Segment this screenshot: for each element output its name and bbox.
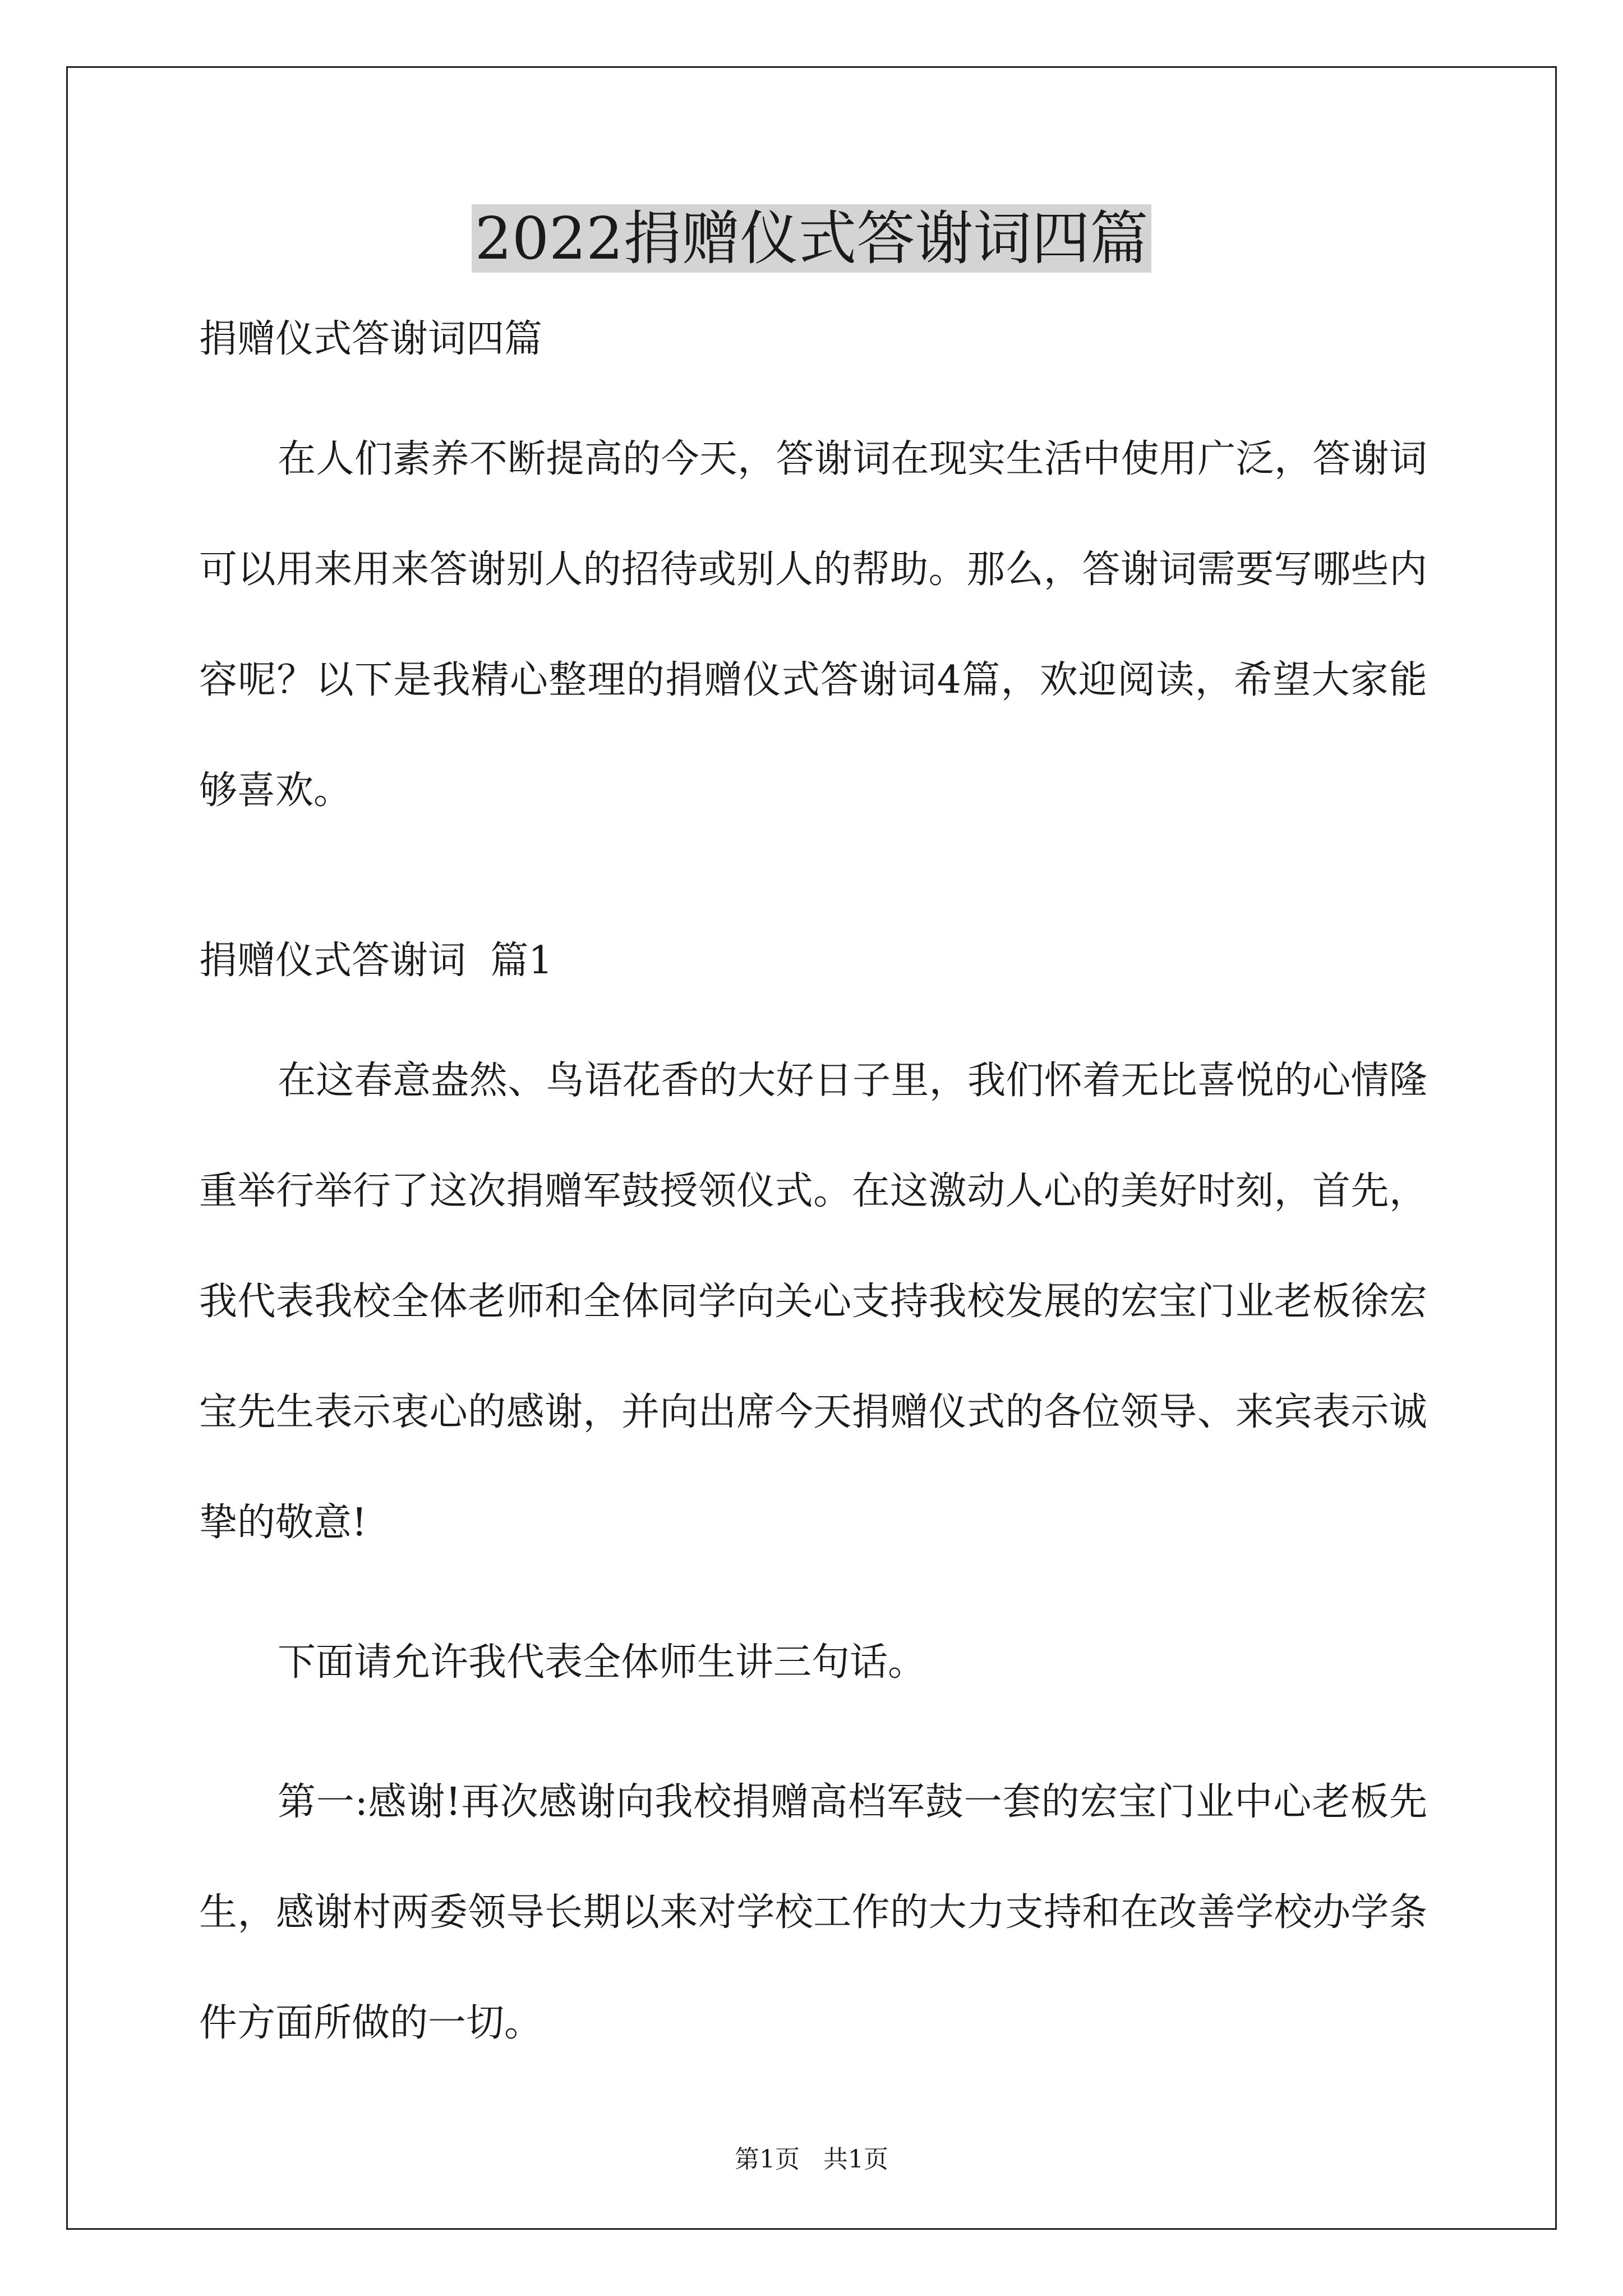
document-title-text: 2022捐赠仪式答谢词四篇 [472, 204, 1152, 273]
intro-paragraph: 在人们素养不断提高的今天，答谢词在现实生活中使用广泛，答谢词可以用来用来答谢别人的招待或别人的帮助。那么，答谢词需要写哪些内容呢？以下是我精心整理的捐赠仪式答谢词4篇，欢迎阅读，希望大家能够喜欢。 [199, 437, 1427, 813]
document-subtitle: 捐赠仪式答谢词四篇 [199, 317, 543, 361]
document-title [0, 202, 1623, 275]
section-heading: 捐赠仪式答谢词 篇1 [199, 938, 553, 983]
page-footer: 第1页 共1页 [735, 2145, 888, 2174]
document-body [199, 314, 1427, 2078]
body-paragraph: 下面请允许我代表全体师生讲三句话。 [278, 1640, 926, 1685]
body-paragraph: 在这春意盎然、鸟语花香的大好日子里，我们怀着无比喜悦的心情隆重举行举行了这次捐赠军鼓授领仪式。在这激动人心的美好时刻，首先，我代表我校全体老师和全体同学向关心支持我校发展的宏宝门业老板徐宏宝先生表示衷心的感谢，并向出席今天捐赠仪式的各位领导、来宾表示诚挚的敬意! [199, 1059, 1427, 1545]
body-paragraph: 第一:感谢!再次感谢向我校捐赠高档军鼓一套的宏宝门业中心老板先生，感谢村两委领导长期以来对学校工作的大力支持和在改善学校办学条件方面所做的一切。 [199, 1780, 1427, 2045]
